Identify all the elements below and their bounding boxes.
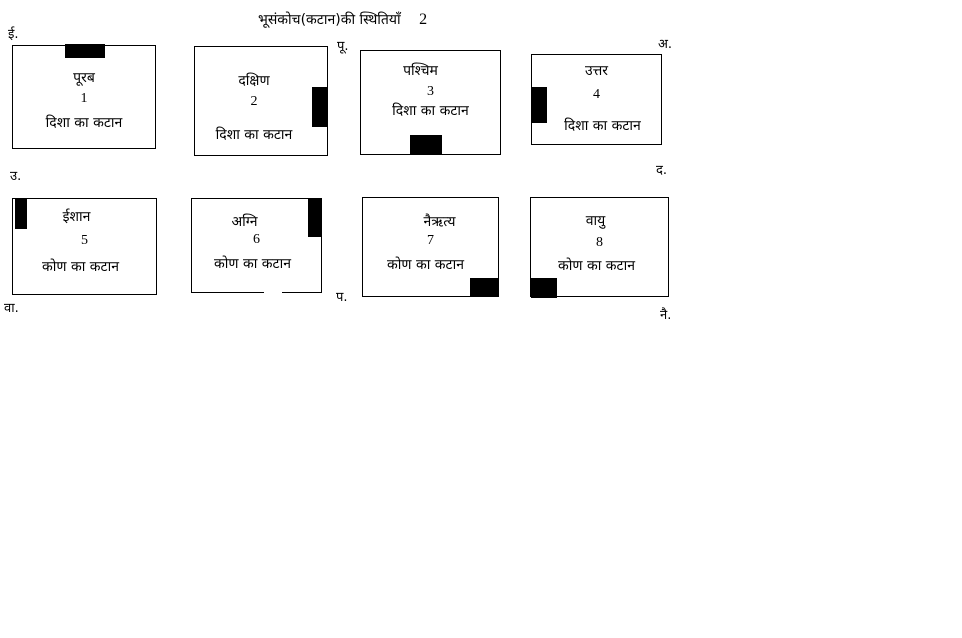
box-caption: कोण का कटान — [558, 258, 635, 274]
box-name: पश्चिम — [403, 63, 438, 79]
box-caption: दिशा का कटान — [564, 118, 641, 134]
box-index: 3 — [427, 84, 434, 99]
box-index: 8 — [596, 235, 603, 250]
direction-label-nai: नै. — [660, 308, 672, 323]
cut-mark-ishan — [15, 199, 27, 229]
cut-mark-agni — [308, 199, 321, 237]
box-caption: कोण का कटान — [42, 259, 119, 275]
box-index: 2 — [250, 94, 258, 109]
box-index: 7 — [427, 233, 434, 248]
direction-label-u: उ. — [10, 169, 22, 184]
box-index: 4 — [593, 87, 600, 102]
title-number: 2 — [419, 11, 428, 28]
box-caption: कोण का कटान — [387, 257, 464, 273]
diagram-title — [258, 10, 427, 29]
box-agni — [191, 198, 322, 293]
cut-mark-nairitya — [470, 278, 499, 297]
box-caption: दिशा का कटान — [215, 127, 293, 143]
box-north — [531, 54, 662, 145]
direction-label-va: वा. — [4, 301, 19, 316]
box-ishan — [12, 198, 157, 295]
title-text: भूसंकोच(कटान)की स्थितियाँ — [258, 12, 401, 28]
box-index: 5 — [81, 233, 88, 248]
direction-label-ee: ई. — [8, 27, 19, 42]
box-name: पूरब — [73, 70, 95, 86]
box-name: नैऋत्य — [423, 214, 456, 230]
box-name: दक्षिण — [238, 73, 270, 89]
direction-label-d: द. — [656, 163, 668, 178]
cut-mark-east — [65, 44, 105, 58]
box-name: वायु — [585, 213, 606, 229]
box-name: उत्तर — [584, 63, 609, 79]
cut-mark-north — [531, 87, 547, 123]
box-name: अग्नि — [231, 214, 258, 230]
cut-mark-west — [410, 135, 442, 154]
cut-mark-south — [312, 87, 327, 127]
direction-label-a: अ. — [658, 37, 673, 52]
box-index: 6 — [253, 232, 260, 247]
box-caption: कोण का कटान — [214, 256, 291, 272]
cut-mark-vayu — [531, 278, 557, 298]
box-south — [194, 46, 328, 156]
border-gap-agni — [264, 291, 282, 295]
box-caption: दिशा का कटान — [392, 103, 469, 119]
box-caption: दिशा का कटान — [45, 115, 123, 131]
box-east — [12, 45, 156, 149]
direction-label-poo: पू. — [337, 39, 349, 54]
box-name: ईशान — [62, 209, 91, 225]
direction-label-pa: प. — [336, 290, 348, 305]
box-index: 1 — [80, 91, 88, 106]
